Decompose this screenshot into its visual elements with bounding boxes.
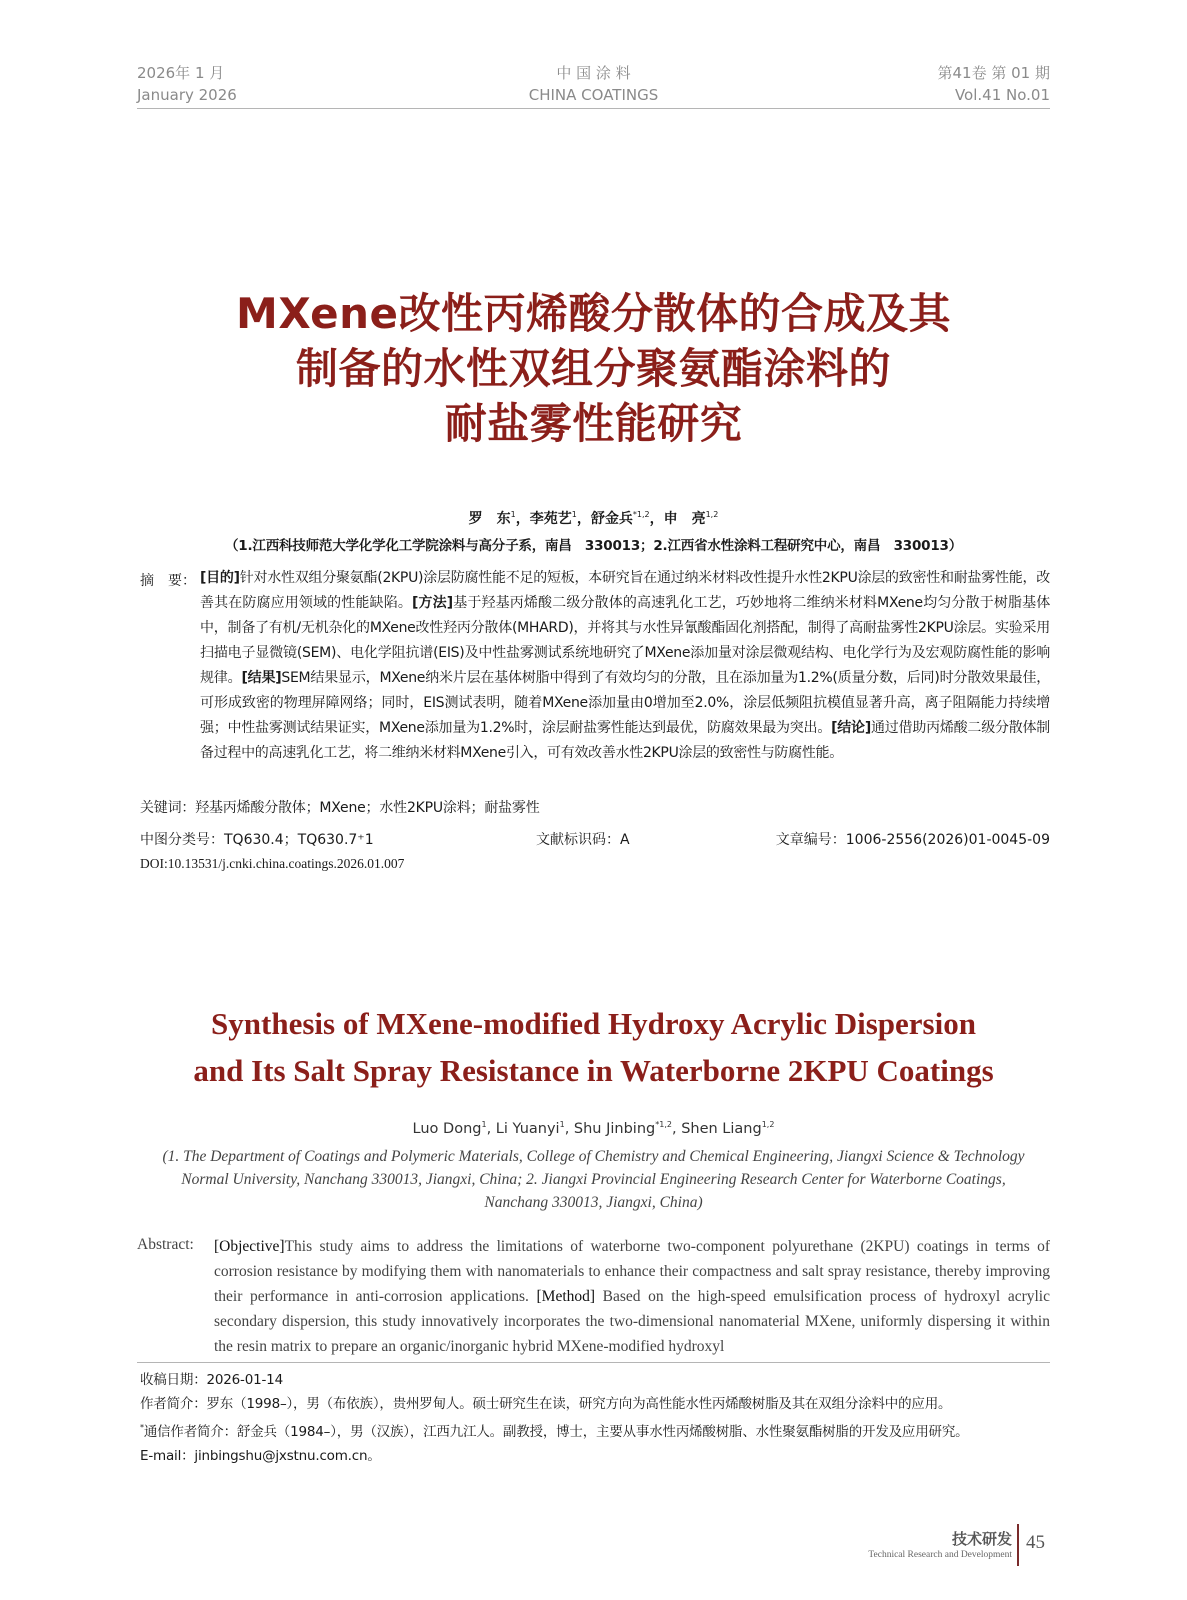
abstract-objective-text: This study aims to address the limitations of waterborne two-component polyurethane (2KPU) coatings in terms of corrosion resistance by modifying them with nanomaterials to enhance their compactness and salt spray resistance, thereby improving their performance in anti-corrosion applications. <box>214 1238 1050 1305</box>
email: E-mail：jinbingshu@jxstnu.com.cn。 <box>140 1448 381 1464</box>
author-bio: 作者简介：罗东（1998–），男（布依族），贵州罗甸人。硕士研究生在读，研究方向为高性能水性丙烯酸树脂及其在双组分涂料中的应用。 <box>140 1396 952 1412</box>
author-name: 李苑艺 <box>529 511 572 527</box>
abstract-method-label: [Method] <box>536 1288 596 1305</box>
abstract-objective-label: [目的] <box>200 570 240 586</box>
author-affil-mark: 1 <box>559 1120 565 1129</box>
author-affil-mark: 1,2 <box>761 1120 775 1129</box>
keywords-label: 关键词： <box>140 800 196 816</box>
article-number: 文章编号：1006-2556(2026)01-0045-09 <box>775 832 1050 848</box>
header-volume-en: Vol.41 No.01 <box>954 86 1050 104</box>
author-separator: ， <box>515 511 530 527</box>
abstract-objective-label: [Objective] <box>214 1238 285 1255</box>
author-affil-mark: *1,2 <box>655 1120 672 1129</box>
footnote-divider <box>137 1362 1050 1363</box>
header-volume <box>938 62 1050 106</box>
header-journal <box>450 62 737 106</box>
author-name: 舒金兵 <box>590 511 633 527</box>
page-number: 45 <box>1026 1532 1045 1553</box>
chinese-authors <box>137 508 1050 528</box>
page-number-bar <box>1017 1524 1019 1566</box>
classification-row <box>140 829 1050 851</box>
author-affil-mark: 1,2 <box>705 510 719 519</box>
header-volume-cn: 第41卷 第 01 期 <box>937 64 1050 82</box>
corresponding-bio-text: 通信作者简介：舒金兵（1984–），男（汉族），江西九江人。副教授，博士，主要从事水性丙烯酸树脂、水性聚氨酯树脂的开发及应用研究。 <box>143 1424 969 1440</box>
header-journal-en: CHINA COATINGS <box>528 86 659 104</box>
chinese-abstract-label: 摘 要： <box>140 573 196 589</box>
abstract-method-text: Based on the high-speed emulsification process of hydroxyl acrylic secondary dispersion, this study innovatively incorporates the two-dimensional nanomaterial MXene, uniformly dispersing it within the resin matrix to prepare an organic/inorganic hybrid MXene-modified hydroxyl <box>214 1288 1050 1355</box>
author-name: Shen Liang <box>681 1121 762 1137</box>
abstract-conclusion-text: 通过借助丙烯酸二级分散体制备过程中的高速乳化工艺，将二维纳米材料MXene引入，可有效改善水性2KPU涂层的致密性与防腐性能。 <box>200 720 1050 761</box>
english-title-line: Synthesis of MXene-modified Hydroxy Acrylic Dispersion <box>211 1006 976 1041</box>
author-affil-mark: 1 <box>571 510 577 519</box>
doi: DOI:10.13531/j.cnki.china.coatings.2026.01.007 <box>140 856 405 871</box>
abstract-objective-text: 针对水性双组分聚氨酯(2KPU)涂层防腐性能不足的短板，本研究旨在通过纳米材料改性提升水性2KPU涂层的致密性和耐盐雾性能，改善其在防腐应用领域的性能缺陷。 <box>200 570 1050 611</box>
corresponding-mark: * <box>140 1423 144 1432</box>
keywords-text: 羟基丙烯酸分散体；MXene；水性2KPU涂料；耐盐雾性 <box>195 800 540 816</box>
author-name: 罗 东 <box>468 511 511 527</box>
header-journal-cn: 中 国 涂 料 <box>556 64 631 82</box>
author-separator: , <box>564 1121 574 1137</box>
abstract-conclusion-label: [结论] <box>831 720 871 736</box>
english-title <box>100 1000 1087 1094</box>
chinese-title-line: MXene改性丙烯酸分散体的合成及其 <box>236 289 951 338</box>
chinese-affiliation: （1.江西科技师范大学化学化工学院涂料与高分子系，南昌 330013；2.江西省水性涂料工程研究中心，南昌 330013） <box>224 538 963 554</box>
chinese-title-line: 制备的水性双组分聚氨酯涂料的 <box>295 344 891 393</box>
author-affil-mark: 1 <box>510 510 516 519</box>
section-name-cn: 技术研发 <box>951 1530 1012 1548</box>
corresponding-author-bio <box>140 1416 1050 1444</box>
author-affil-mark: 1 <box>481 1120 487 1129</box>
clc-number: 中图分类号：TQ630.4；TQ630.7⁺1 <box>140 832 374 848</box>
header-date <box>137 62 237 106</box>
author-name: 申 亮 <box>663 511 706 527</box>
document-code: 文献标识码：A <box>536 832 630 848</box>
section-name-en: Technical Research and Development <box>868 1550 1012 1560</box>
chinese-title <box>100 286 1087 451</box>
author-separator: ， <box>576 511 591 527</box>
footnotes <box>140 1368 1050 1468</box>
author-separator: ， <box>649 511 664 527</box>
author-name: Luo Dong <box>412 1121 482 1137</box>
chinese-title-line: 耐盐雾性能研究 <box>444 399 743 448</box>
received-date: 收稿日期：2026-01-14 <box>140 1372 283 1388</box>
abstract-result-label: [结果] <box>241 670 282 686</box>
english-title-line: and Its Salt Spray Resistance in Waterborne 2KPU Coatings <box>193 1053 994 1088</box>
chinese-abstract <box>200 566 1050 766</box>
english-abstract-label: Abstract: <box>137 1236 194 1253</box>
english-affiliation: (1. The Department of Coatings and Polymeric Materials, College of Chemistry and Chemical Engineering, Jiangxi Science & Technology Normal University, Nanchang 330013, Jiangxi, China; 2. Jiangxi Provincial Engineering Research Center for Waterborne Coatings, Nanchang 330013, Jiangxi, China) <box>162 1148 1025 1211</box>
author-name: Shu Jinbing <box>573 1121 656 1137</box>
header-divider <box>137 108 1050 109</box>
author-name: Li Yuanyi <box>495 1121 560 1137</box>
abstract-method-label: [方法] <box>411 595 453 611</box>
header-date-cn: 2026年 1 月 <box>137 64 225 82</box>
author-separator: , <box>486 1121 496 1137</box>
english-abstract <box>214 1234 1050 1356</box>
english-authors <box>137 1120 1050 1137</box>
author-separator: , <box>671 1121 682 1137</box>
abstract-result-text: SEM结果显示，MXene纳米片层在基体树脂中得到了有效均匀的分散，且在添加量为1.2%(质量分数，后同)时分散效果最佳，可形成致密的物理屏障网络；同时，EIS测试表明，随着MXene添加量由0增加至2.0%，涂层低频阻抗模值显著升高，离子阻隔能力持续增强；中性盐雾测试结果证实，MXene添加量为1.2%时，涂层耐盐雾性能达到最优，防腐效果最为突出。 <box>200 670 1050 736</box>
author-affil-mark: *1,2 <box>632 510 650 519</box>
header-date-en: January 2026 <box>137 86 237 104</box>
keywords <box>140 797 540 817</box>
abstract-method-text: 基于羟基丙烯酸二级分散体的高速乳化工艺，巧妙地将二维纳米材料MXene均匀分散于树脂基体中，制备了有机/无机杂化的MXene改性羟丙分散体(MHARD)，并将其与水性异氰酸酯固化剂搭配，制得了高耐盐雾性2KPU涂层。实验采用扫描电子显微镜(SEM)、电化学阻抗谱(EIS)及中性盐雾测试系统地研究了MXene添加量对涂层微观结构、电化学行为及宏观防腐性能的影响规律。 <box>200 595 1050 686</box>
